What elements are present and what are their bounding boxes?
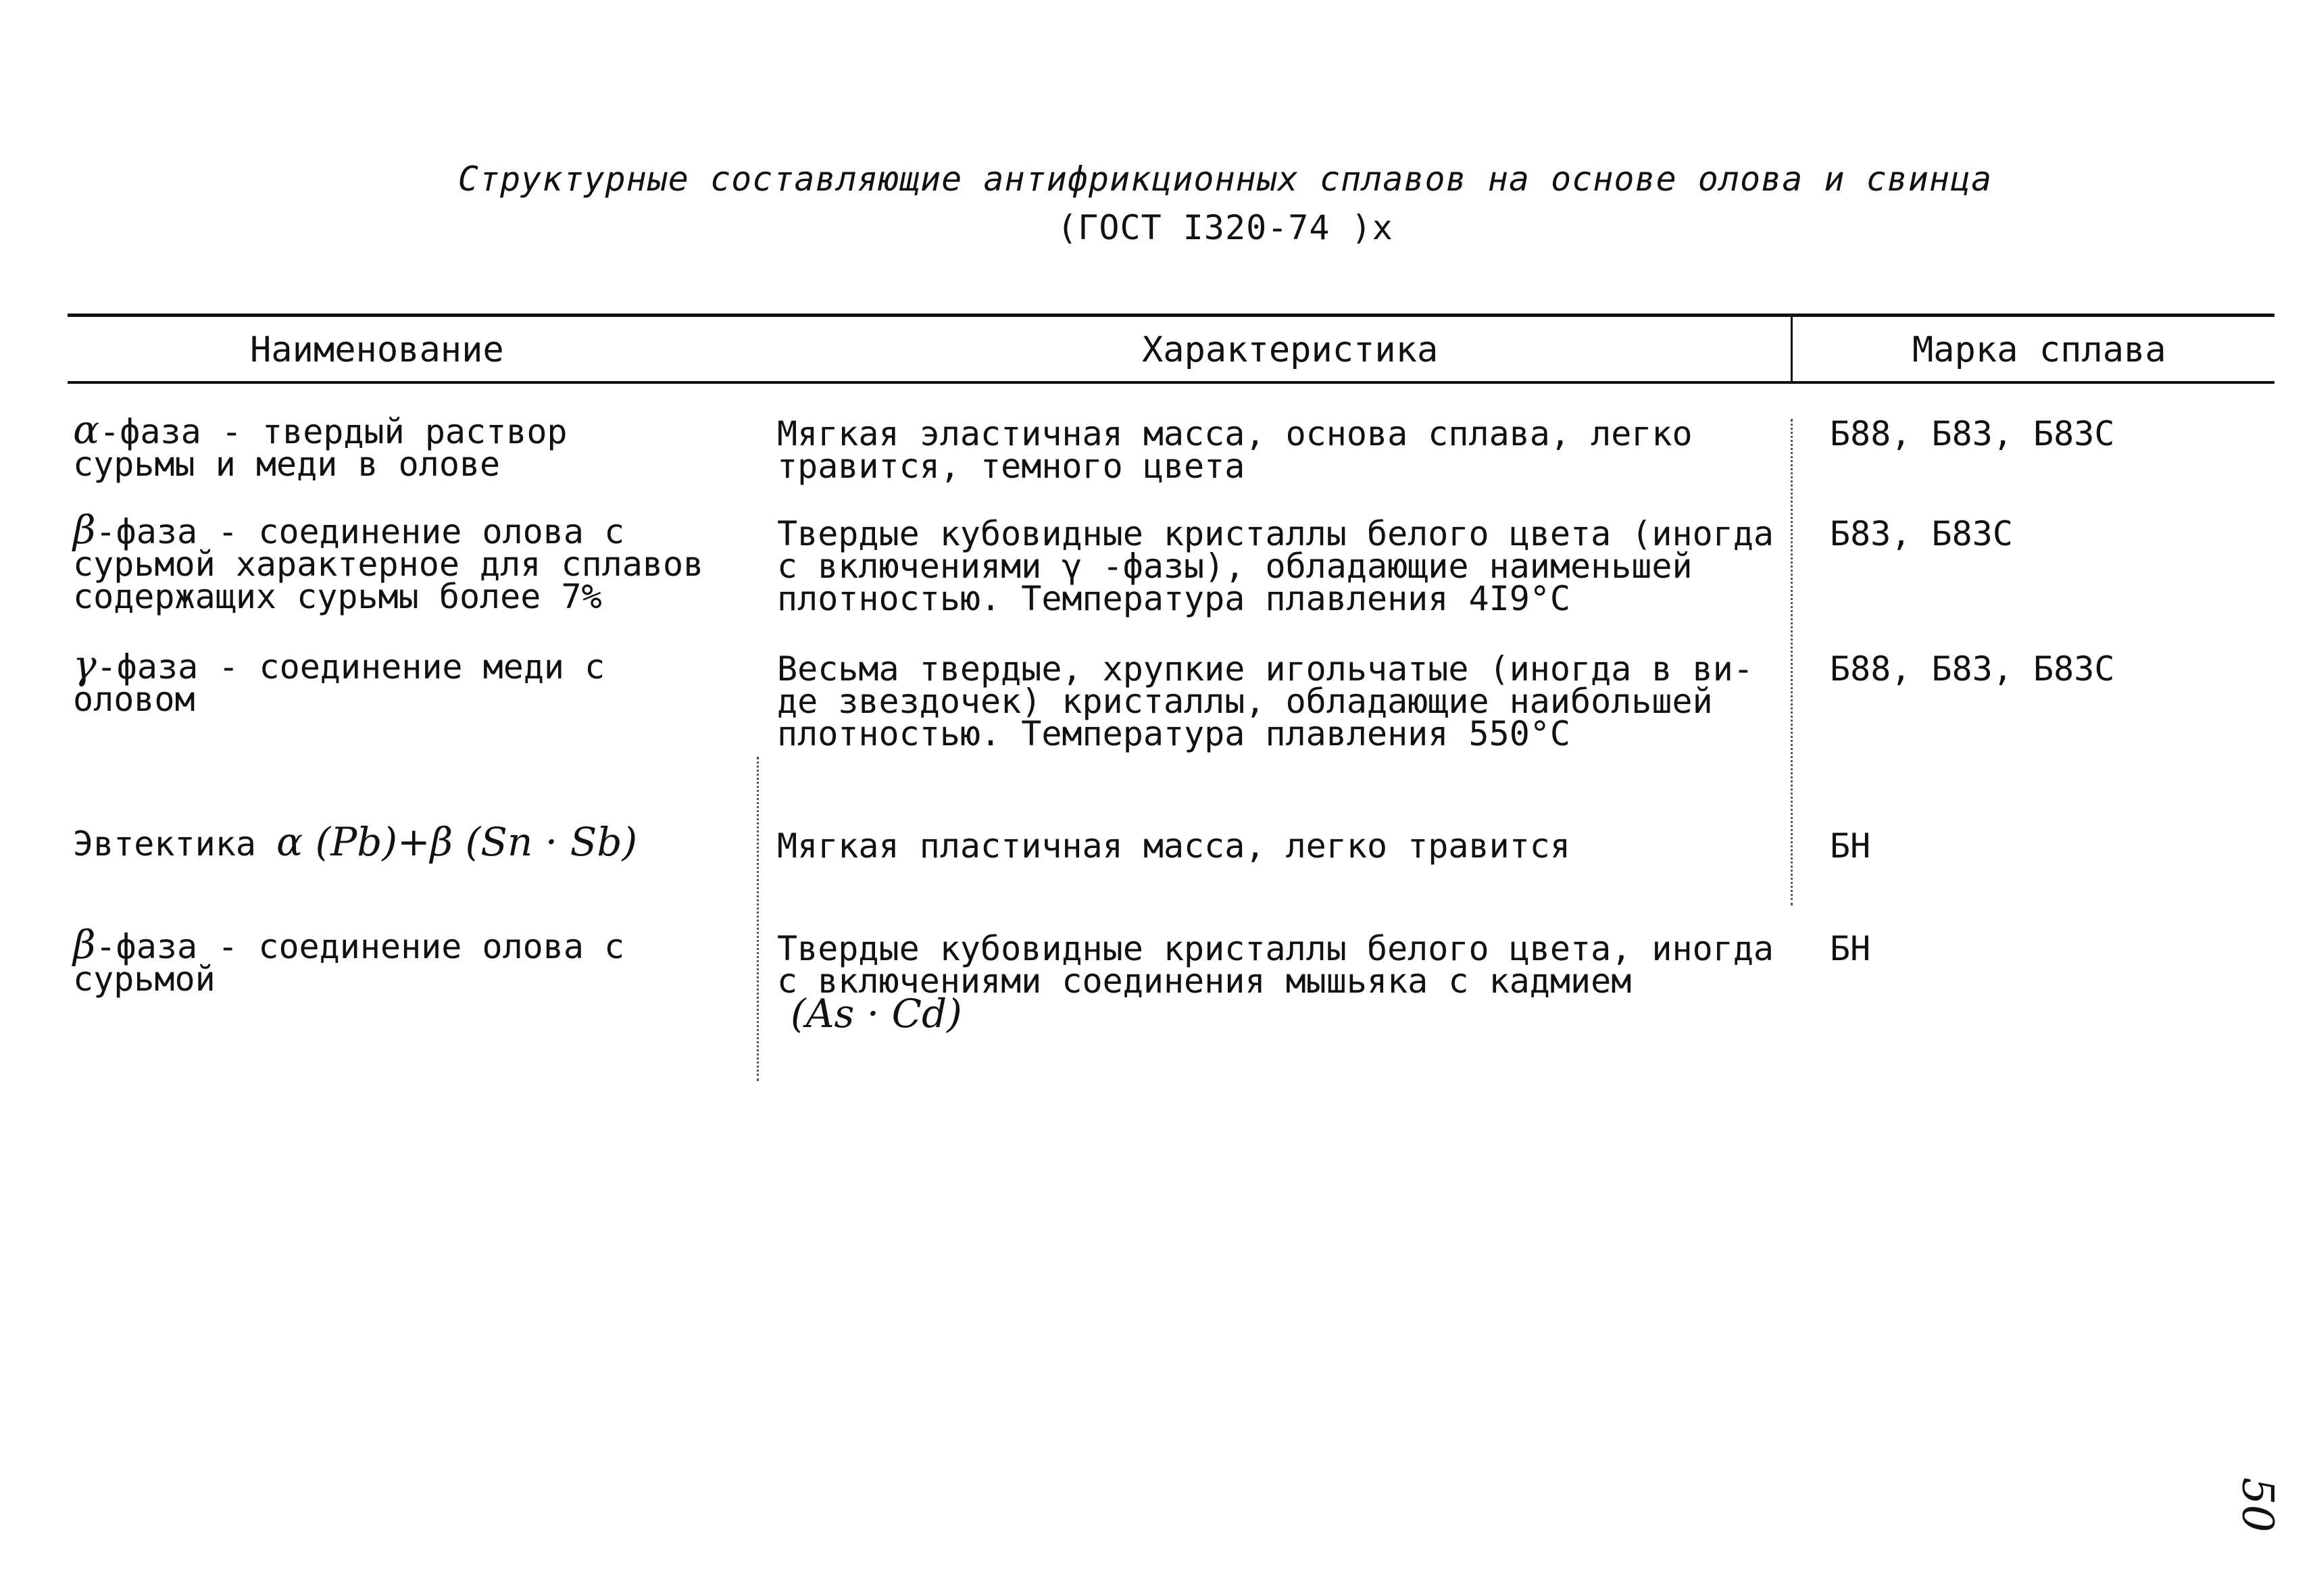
title-line-2: (ГОСТ I320-74 )х (1057, 208, 1393, 247)
table-row-2-characteristic: Твердые кубовидные кристаллы белого цвета (иногда с включениями γ -фазы), обладающие наименьшей плотностью. Температура плавления 4I9°С (777, 514, 1774, 618)
table-row-3-characteristic: Весьма твердые, хрупкие игольчатые (иногда в ви- де звездочек) кристаллы, обладающие наибольшей плотностью. Температура плавления 550°С (777, 649, 1753, 753)
beta-symbol: β (73, 922, 96, 968)
table-row-1-name (73, 407, 749, 484)
header-characteristic: Характеристика (1142, 330, 1439, 370)
row-3-name-text: -фаза - соединение меди с оловом (73, 647, 605, 719)
alpha-symbol: α (73, 407, 100, 453)
table-header-rule (68, 381, 2274, 384)
table-row-3-name (73, 642, 749, 719)
page-number: 50 (2232, 1477, 2283, 1532)
gamma-symbol: γ (73, 642, 97, 688)
table-row-5-characteristic (777, 929, 1791, 1037)
table-row-3-grade: Б88, Б83, Б83С (1830, 649, 2115, 689)
row-4-name-text: Эвтектика (73, 824, 256, 864)
table-row-5-name (73, 922, 749, 999)
arsenic-cadmium-formula: (As · Cd) (791, 991, 962, 1037)
eutectic-formula: α (Pb)+β (Sn · Sb) (276, 819, 638, 865)
table-row-5-grade: БН (1830, 929, 1871, 968)
table-row-2-name (73, 507, 749, 616)
table-top-rule (68, 314, 2274, 317)
table-row-4-grade: БН (1830, 826, 1871, 866)
table-row-4-characteristic: Мягкая пластичная масса, легко травится (777, 826, 1570, 866)
row-5-characteristic-text: Твердые кубовидные кристаллы белого цвета, иногда с включениями соединения мышьяка с кадмием (777, 929, 1774, 1001)
column-divider-dotted-1 (757, 757, 759, 1081)
row-5-name-text: -фаза - соединение олова с сурьмой (73, 927, 625, 999)
table-row-1-characteristic: Мягкая эластичная масса, основа сплава, легко травится, темного цвета (777, 414, 1693, 486)
table-row-4-name (73, 819, 749, 865)
row-2-name-text: -фаза - соединение олова с сурьмой характерное для сплавов содержащих сурьмы более 7% (73, 512, 704, 616)
table-row-2-grade: Б83, Б83С (1830, 514, 2013, 553)
header-column-divider (1791, 316, 1793, 384)
beta-symbol: β (73, 507, 96, 553)
title-line-1: Структурные составляющие антифрикционных сплавов на основе олова и свинца (457, 159, 1993, 199)
header-name: Наименование (250, 330, 504, 370)
column-divider-dotted-2 (1791, 419, 1793, 905)
header-grade: Марка сплава (1912, 330, 2166, 370)
table-row-1-grade: Б88, Б83, Б83С (1830, 414, 2115, 453)
row-1-name-text: -фаза - твердый раствор сурьмы и меди в олове (73, 412, 568, 484)
